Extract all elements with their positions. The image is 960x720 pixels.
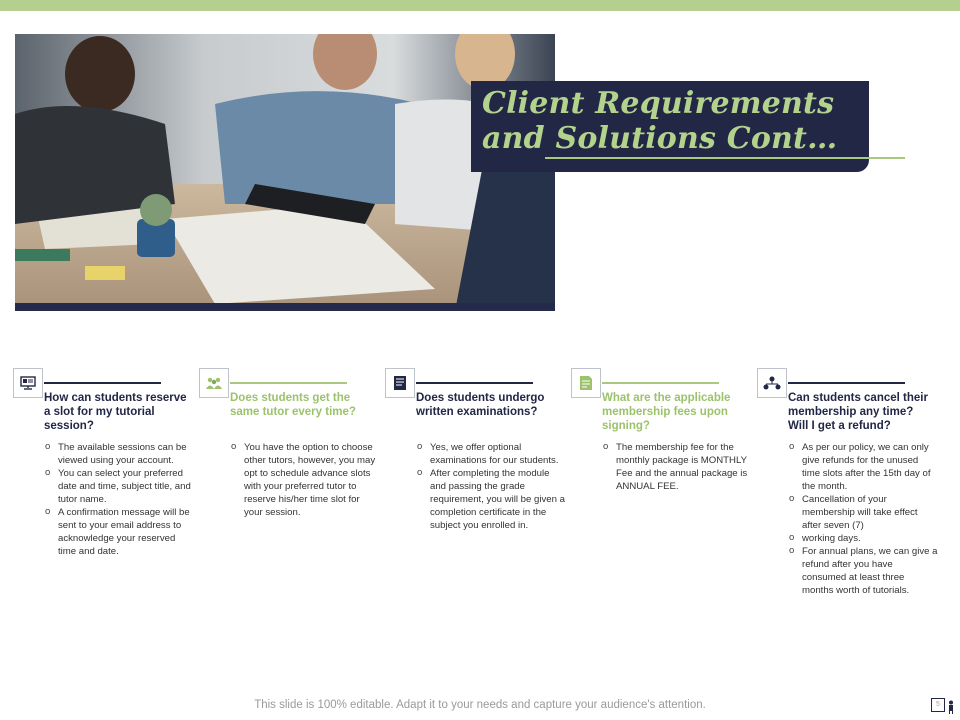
column-heading: Can students cancel their membership any time? Will I get a refund? — [788, 392, 928, 432]
list-item: o You can select your preferred date and time, subject title, and tutor name. — [44, 467, 194, 506]
list-item: o For annual plans, we can give a refund after you have consumed at least three months worth of tutorials. — [788, 545, 938, 597]
title-underline — [545, 157, 905, 159]
footer-note: This slide is 100% editable. Adapt it to your needs and capture your audience's attention. — [254, 699, 706, 711]
heading-underline — [44, 382, 161, 384]
bullet-list — [44, 441, 194, 558]
list-item: o The membership fee for the monthly package is MONTHLY Fee and the annual package is ANNUAL FEE. — [602, 441, 752, 493]
column-heading: How can students reserve a slot for my tutorial session? — [44, 392, 187, 432]
presenter-icon — [946, 700, 956, 719]
list-item: o The available sessions can be viewed using your account. — [44, 441, 194, 467]
photo-base-bar — [15, 303, 555, 311]
heading-underline — [788, 382, 905, 384]
list-item: o working days. — [788, 532, 938, 545]
column-heading: Does students undergo written examinations? — [416, 392, 545, 418]
bullet-list — [230, 441, 380, 519]
team-meeting-photo — [15, 34, 555, 311]
page-number: 5 — [931, 698, 945, 712]
heading-underline — [602, 382, 719, 384]
list-item: o A confirmation message will be sent to your email address to acknowledge your reserved time and date. — [44, 506, 194, 558]
heading-underline — [230, 382, 347, 384]
list-item: o Yes, we offer optional examinations for our students. — [416, 441, 566, 467]
list-item: o Cancellation of your membership will take effect after seven (7) — [788, 493, 938, 532]
list-item: o You have the option to choose other tutors, however, you may opt to schedule advance slots with your preferred tutor to reserve his/her time slot for your session. — [230, 441, 380, 519]
network-icon — [757, 368, 787, 398]
fee-document-icon — [571, 368, 601, 398]
bullet-list — [602, 441, 752, 493]
bullet-list — [416, 441, 566, 532]
top-accent-bar — [0, 0, 960, 11]
presentation-icon — [13, 368, 43, 398]
column-heading: What are the applicable membership fees upon signing? — [602, 392, 731, 432]
bullet-list — [788, 441, 938, 597]
list-item: o After completing the module and passing the grade requirement, you will be given a completion certificate in the subject you enrolled in. — [416, 467, 566, 532]
column-heading: Does students get the same tutor every time? — [230, 392, 356, 418]
list-item: o As per our policy, we can only give refunds for the unused time slots after the 15th day of the month. — [788, 441, 938, 493]
slide-title: Client Requirements and Solutions Cont… — [482, 86, 838, 156]
heading-underline — [416, 382, 533, 384]
document-icon — [385, 368, 415, 398]
team-icon — [199, 368, 229, 398]
